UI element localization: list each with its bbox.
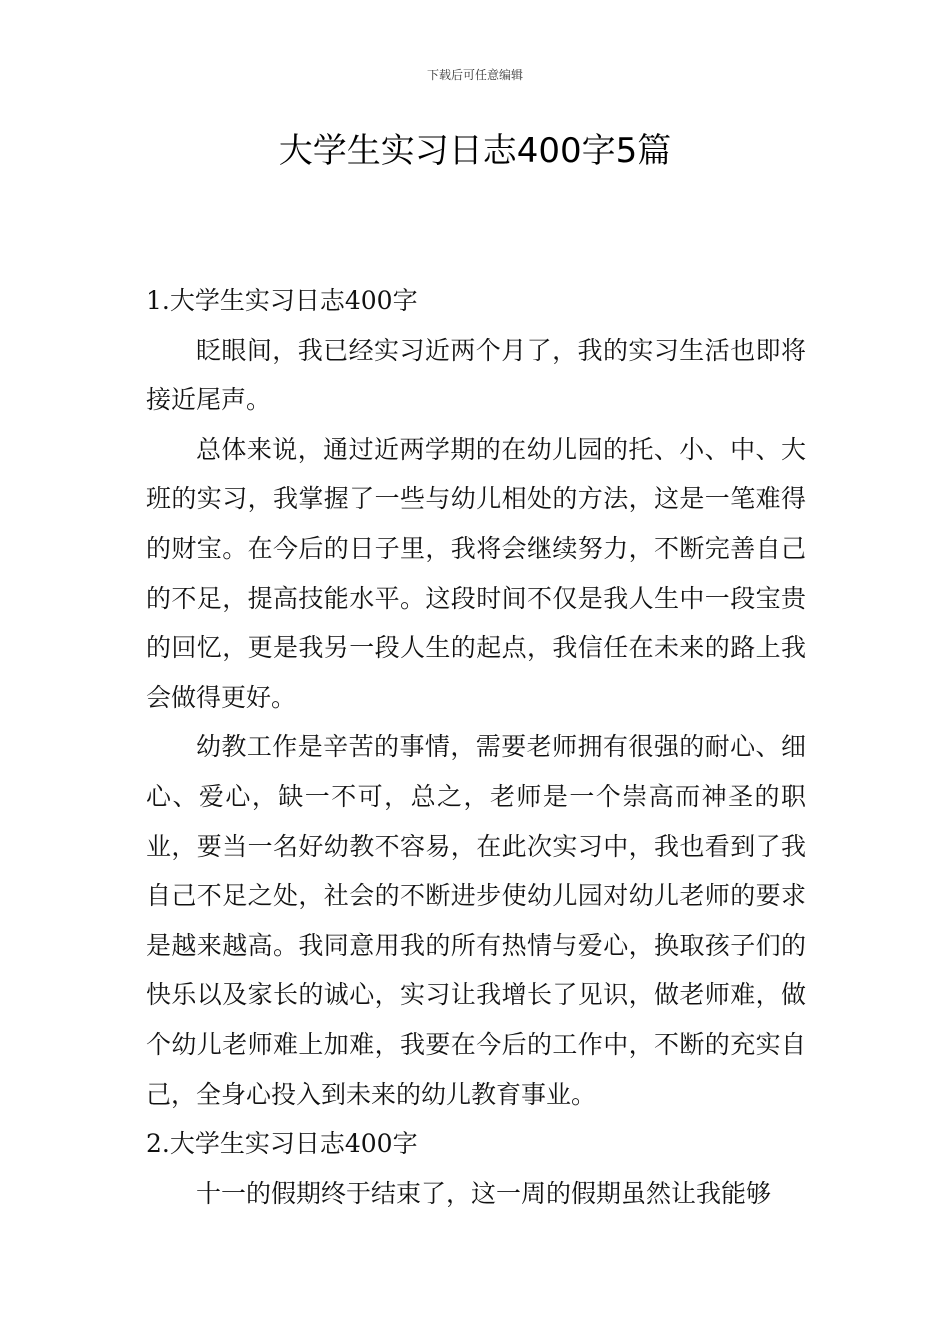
section-1 <box>146 276 806 1119</box>
paragraph: 眨眼间，我已经实习近两个月了，我的实习生活也即将接近尾声。 <box>146 335 806 415</box>
paragraph: 十一的假期终于结束了，这一周的假期虽然让我能够 <box>196 1178 772 1208</box>
header-note: 下载后可任意编辑 <box>426 68 523 82</box>
section-2 <box>146 1119 806 1218</box>
document-body <box>146 276 806 1218</box>
paragraph: 总体来说，通过近两学期的在幼儿园的托、小、中、大班的实习，我掌握了一些与幼儿相处的方法，这是一笔难得的财宝。在今后的日子里，我将会继续努力，不断完善自己的不足，提高技能水平。这段时间不仅是我人生中一段宝贵的回忆，更是我另一段人生的起点，我信任在未来的路上我会做得更好。 <box>146 434 806 712</box>
section-heading: 1.大学生实习日志400字 <box>146 286 418 315</box>
section-heading: 2.大学生实习日志400字 <box>146 1129 418 1159</box>
paragraph: 幼教工作是辛苦的事情，需要老师拥有很强的耐心、细心、爱心，缺一不可，总之，老师是一个崇高而神圣的职业，要当一名好幼教不容易，在此次实习中，我也看到了我自己不足之处，社会的不断进步使幼儿园对幼儿老师的要求是越来越高。我同意用我的所有热情与爱心，换取孩子们的快乐以及家长的诚心，实习让我增长了见识，做老师难，做个幼儿老师难上加难，我要在今后的工作中，不断的充实自己，全身心投入到未来的幼儿教育事业。 <box>146 732 806 1109</box>
document-title: 大学生实习日志400字5篇 <box>278 131 672 171</box>
